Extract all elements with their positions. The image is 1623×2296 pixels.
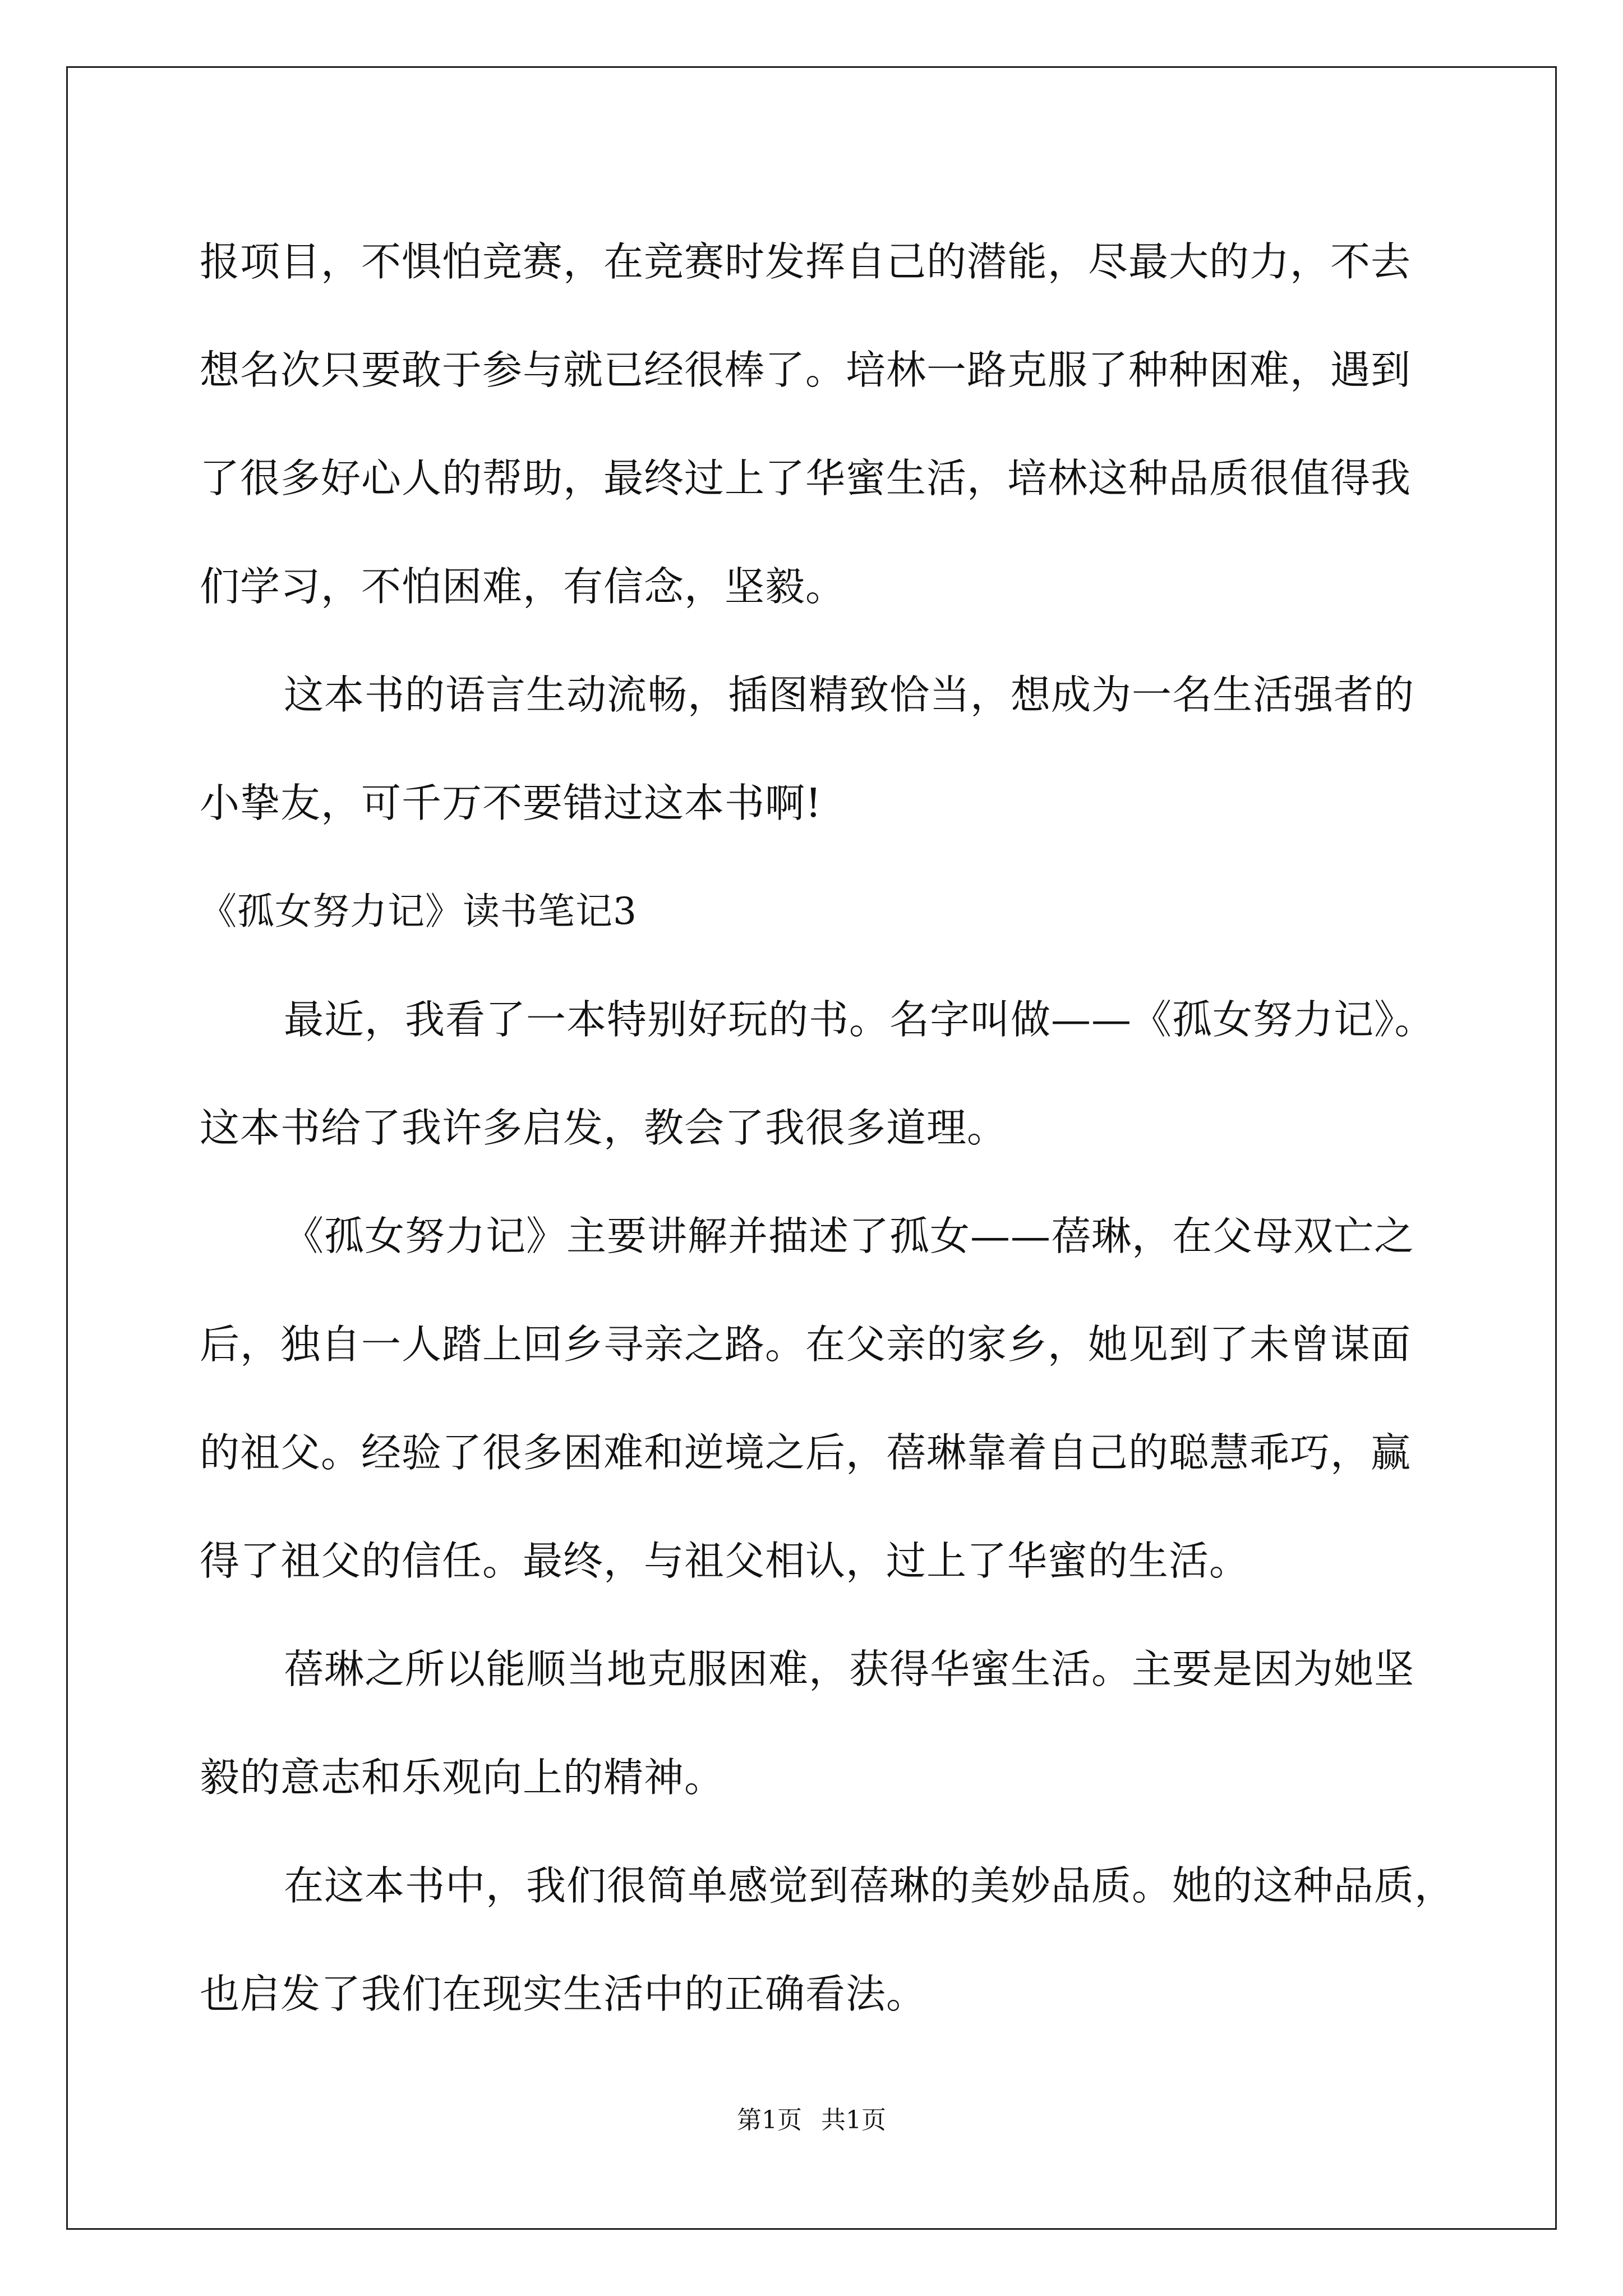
text-line: 想名次只要敢于参与就已经很棒了。培林一路克服了种种困难，遇到 [200, 347, 1412, 393]
page-footer [0, 2104, 1623, 2137]
page-total: 共1页 [821, 2106, 886, 2134]
text-line: 的祖父。经验了很多困难和逆境之后，蓓琳靠着自己的聪慧乖巧，赢 [200, 1429, 1412, 1476]
text-line: 蓓琳之所以能顺当地克服困难，获得华蜜生活。主要是因为她坚 [284, 1646, 1415, 1692]
text-line: 这本书的语言生动流畅，插图精致恰当，想成为一名生活强者的 [284, 671, 1415, 718]
text-line: 报项目，不惧怕竞赛，在竞赛时发挥自己的潜能，尽最大的力，不去 [200, 238, 1412, 285]
page-number: 第1页 [737, 2106, 802, 2134]
text-line: 后，独自一人踏上回乡寻亲之路。在父亲的家乡，她见到了未曾谋面 [200, 1321, 1412, 1368]
text-line: 这本书给了我许多启发，教会了我很多道理。 [200, 1105, 1008, 1151]
text-line: 小挚友，可千万不要错过这本书啊! [200, 780, 822, 826]
text-line: 毅的意志和乐观向上的精神。 [200, 1754, 725, 1801]
text-line: 《孤女努力记》主要讲解并描述了孤女——蓓琳，在父母双亡之 [284, 1213, 1415, 1259]
text-line: 也启发了我们在现实生活中的正确看法。 [200, 1971, 927, 2017]
text-line: 在这本书中，我们很简单感觉到蓓琳的美妙品质。她的这种品质， [284, 1862, 1455, 1909]
text-line: 得了祖父的信任。最终，与祖父相认，过上了华蜜的生活。 [200, 1538, 1250, 1584]
text-line: 们学习，不怕困难，有信念，坚毅。 [200, 563, 846, 610]
text-line: 最近，我看了一本特别好玩的书。名字叫做——《孤女努力记》。 [284, 996, 1435, 1043]
section-heading: 《孤女努力记》读书笔记3 [200, 890, 637, 933]
text-line: 了很多好心人的帮助，最终过上了华蜜生活，培林这种品质很值得我 [200, 455, 1412, 501]
document-body [200, 208, 1455, 2048]
